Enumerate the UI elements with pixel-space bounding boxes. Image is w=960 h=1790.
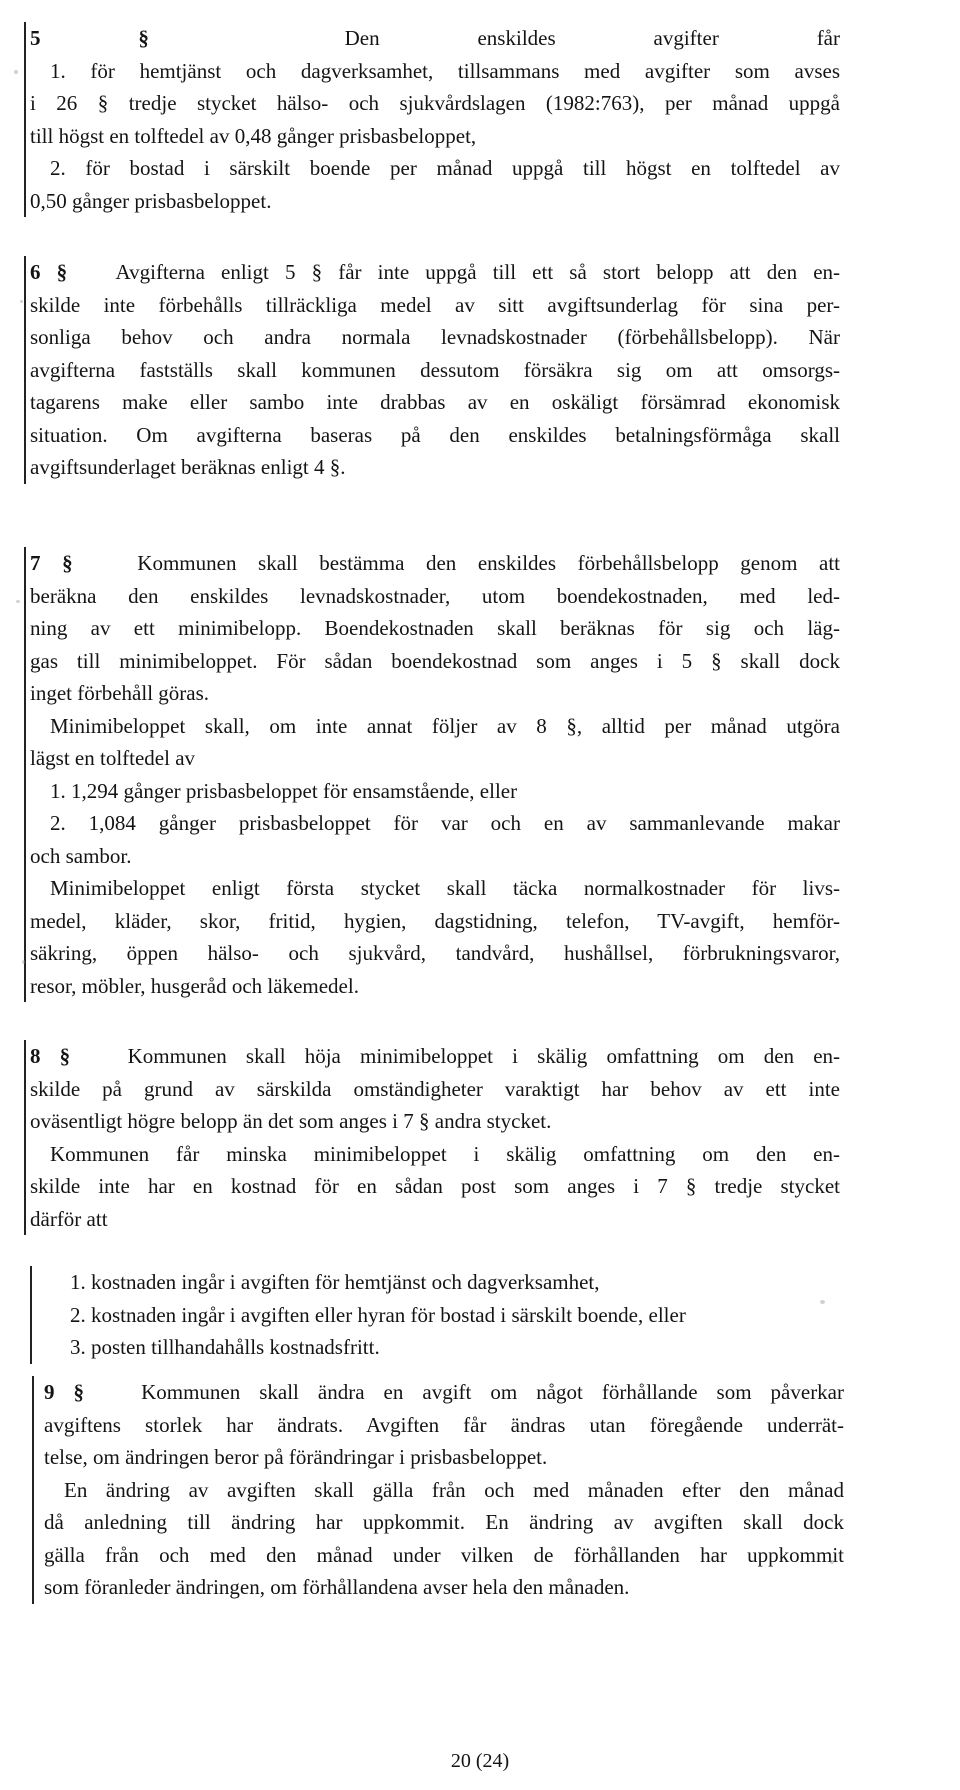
section-number: 7 § bbox=[30, 551, 73, 575]
section-6-line: skilde inte förbehålls tillräckliga medel av sitt avgiftsunderlag för sina per- bbox=[30, 292, 840, 317]
section-7-line: och sambor. bbox=[30, 843, 132, 868]
scan-speck bbox=[20, 300, 23, 303]
section-9-line: avgiftens storlek har ändrats. Avgiften får ändras utan föregående underrät- bbox=[44, 1412, 844, 1437]
section-6-line: sonliga behov och andra normala levnadskostnader (förbehållsbelopp). När bbox=[30, 325, 840, 349]
section-8-list bbox=[30, 1266, 840, 1364]
section-7 bbox=[30, 547, 840, 1002]
margin-bar bbox=[24, 256, 26, 484]
section-6 bbox=[30, 256, 840, 484]
scan-speck bbox=[830, 1560, 834, 1564]
section-number: 5 § bbox=[30, 26, 149, 50]
section-7-line: gas till minimibeloppet. För sådan boendekostnad som anges i 5 § skall dock bbox=[30, 648, 840, 673]
section-8-line: 8 § Kommunen skall höja minimibeloppet i skälig omfattning om den en- bbox=[30, 1044, 841, 1068]
page-number: 20 (24) bbox=[450, 1750, 510, 1772]
section-8-line: oväsentligt högre belopp än det som anges i 7 § andra stycket. bbox=[30, 1109, 552, 1133]
section-9-line: 9 § Kommunen skall ändra en avgift om något förhållande som påverkar bbox=[44, 1380, 845, 1404]
section-6-line: avgiftsunderlaget beräknas enligt 4 §. bbox=[30, 455, 346, 479]
section-5-line: 0,50 gånger prisbasbeloppet. bbox=[30, 188, 272, 213]
scan-speck bbox=[820, 1300, 825, 1304]
section-7-line: ning av ett minimibelopp. Boendekostnaden skall beräknas för sig och läg- bbox=[30, 616, 840, 640]
section-8-line: skilde på grund av särskilda omständigheter varaktigt har behov av ett inte bbox=[30, 1076, 840, 1101]
section-9-line: då anledning till ändring har uppkommit. En ändring av avgiften skall dock bbox=[44, 1510, 844, 1534]
section-8-line: skilde inte har en kostnad för en sådan post som anges i 7 § tredje stycket bbox=[30, 1174, 840, 1198]
section-7-line: beräkna den enskildes levnadskostnader, utom boendekostnaden, med led- bbox=[30, 583, 840, 608]
list-item: 1. kostnaden ingår i avgiften för hemtjänst och dagverksamhet, bbox=[70, 1270, 600, 1294]
section-6-line: tagarens make eller sambo inte drabbas av en oskäligt försämrad ekonomisk bbox=[30, 390, 840, 414]
section-7-line: Minimibeloppet enligt första stycket skall täcka normalkostnader för livs- bbox=[50, 876, 840, 900]
section-5-line: till högst en tolftedel av 0,48 gånger prisbasbeloppet, bbox=[30, 123, 477, 148]
section-7-line: säkring, öppen hälso- och sjukvård, tandvård, hushållsel, förbrukningsvaror, bbox=[30, 941, 840, 965]
section-9-line: som föranleder ändringen, om förhållandena avser hela den månaden. bbox=[44, 1575, 630, 1599]
section-9-line: En ändring av avgiften skall gälla från och med månaden efter den månad bbox=[64, 1477, 844, 1502]
section-9-line: telse, om ändringen beror på förändringar i prisbasbeloppet. bbox=[44, 1445, 548, 1469]
section-number: 6 § bbox=[30, 260, 68, 284]
section-6-line: avgifterna fastställs skall kommunen dessutom försäkra sig om att omsorgs- bbox=[30, 357, 840, 382]
section-7-line: 1. 1,294 gånger prisbasbeloppet för ensamstående, eller bbox=[50, 778, 518, 803]
section-5-line: 1. för hemtjänst och dagverksamhet, tillsammans med avgifter som avses bbox=[50, 58, 840, 83]
margin-bar bbox=[32, 1376, 34, 1604]
section-8-line: Kommunen får minska minimibeloppet i skälig omfattning om den en- bbox=[50, 1141, 840, 1166]
margin-bar bbox=[24, 547, 26, 1002]
section-7-line: 2. 1,084 gånger prisbasbeloppet för var och en av sammanlevande makar bbox=[50, 811, 840, 835]
section-number: 9 § bbox=[44, 1380, 85, 1404]
section-6-line: situation. Om avgifterna baseras på den enskildes betalningsförmåga skall bbox=[30, 422, 840, 447]
section-7-line: 7 § Kommunen skall bestämma den enskildes förbehållsbelopp genom att bbox=[30, 551, 841, 575]
section-5-line: 5 § Den enskildes avgifter får bbox=[30, 26, 840, 50]
section-5-line: 2. för bostad i särskilt boende per månad uppgå till högst en tolftedel av bbox=[50, 156, 840, 180]
section-8-line: därför att bbox=[30, 1206, 108, 1231]
list-item: 2. kostnaden ingår i avgiften eller hyran för bostad i särskilt boende, eller bbox=[70, 1302, 686, 1327]
section-7-line: inget förbehåll göras. bbox=[30, 681, 210, 705]
section-9 bbox=[44, 1376, 844, 1604]
scan-speck bbox=[22, 960, 25, 964]
section-5 bbox=[30, 22, 840, 217]
section-5-line: i 26 § tredje stycket hälso- och sjukvårdslagen (1982:763), per månad uppgå bbox=[30, 91, 840, 115]
section-9-line: gälla från och med den månad under vilken de förhållanden har uppkommit bbox=[44, 1542, 844, 1567]
section-7-line: medel, kläder, skor, fritid, hygien, dagstidning, telefon, TV-avgift, hemför- bbox=[30, 908, 840, 933]
list-item: 3. posten tillhandahålls kostnadsfritt. bbox=[70, 1335, 380, 1359]
margin-bar bbox=[24, 22, 26, 217]
section-7-line: Minimibeloppet skall, om inte annat följer av 8 §, alltid per månad utgöra bbox=[50, 713, 840, 738]
margin-bar bbox=[30, 1266, 32, 1364]
margin-bar bbox=[24, 1040, 26, 1235]
section-6-line: 6 § Avgifterna enligt 5 § får inte uppgå till ett så stort belopp att den en- bbox=[30, 260, 841, 284]
scan-speck bbox=[16, 600, 20, 603]
section-8 bbox=[30, 1040, 840, 1235]
section-7-line: lägst en tolftedel av bbox=[30, 746, 196, 770]
section-number: 8 § bbox=[30, 1044, 71, 1068]
scan-speck bbox=[14, 70, 18, 74]
section-7-line: resor, möbler, husgeråd och läkemedel. bbox=[30, 973, 359, 998]
